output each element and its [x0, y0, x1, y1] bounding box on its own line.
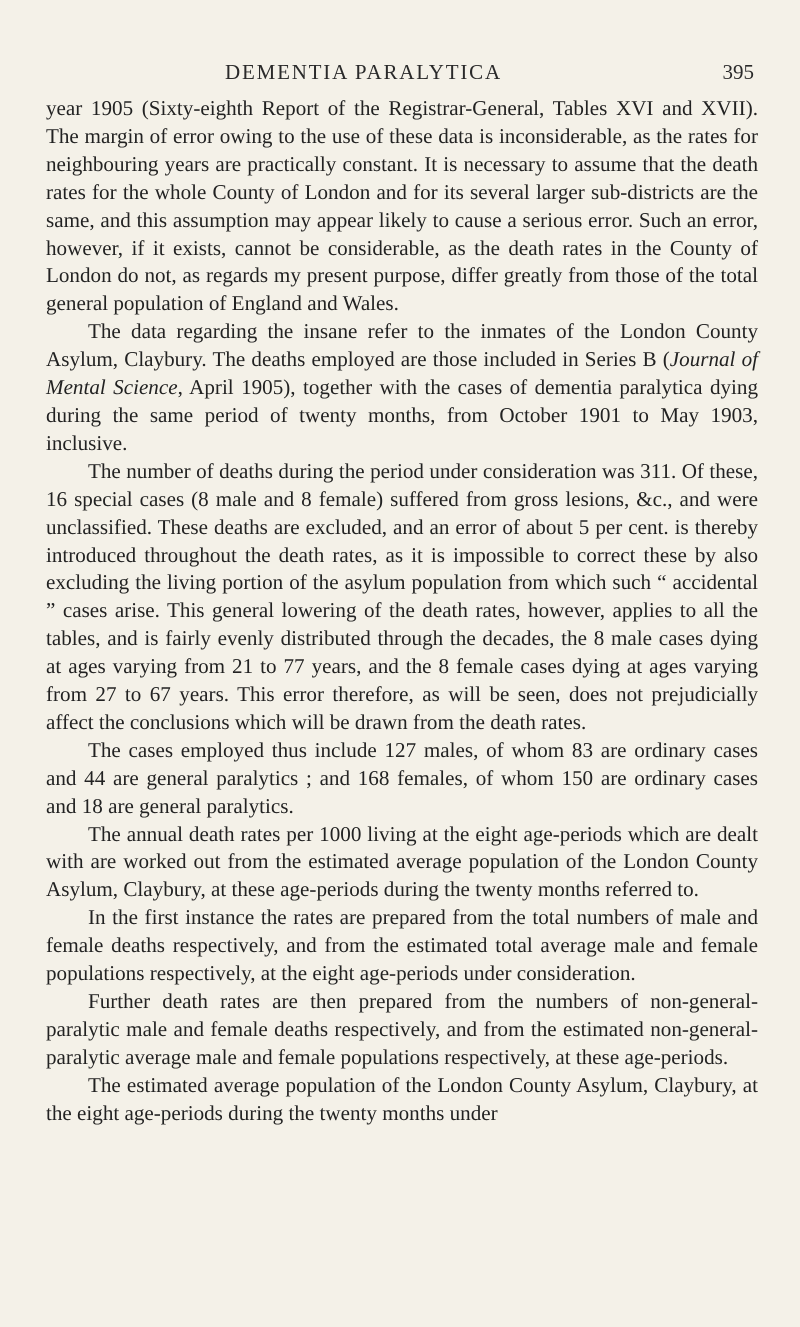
running-title: DEMENTIA PARALYTICA — [225, 60, 502, 84]
running-head — [0, 60, 800, 92]
body-text — [46, 95, 758, 1128]
paragraph-cases-employed: The cases employed thus include 127 males, of whom 83 are ordinary cases and 44 are general paralytics ; and 168 females, of whom 150 are ordinary cases and 18 are general paralytics. — [46, 737, 758, 818]
page-number: 395 — [722, 60, 754, 84]
paragraph-estimated-population: The estimated average population of the London County Asylum, Claybury, at the eight age-periods during the twenty months under — [46, 1072, 758, 1125]
paragraph-first-instance: In the first instance the rates are prepared from the total numbers of male and female deaths respectively, and from the estimated total average male and female populations respectively, at the eight age-periods under consideration. — [46, 905, 758, 986]
paragraph-deaths-number: The number of deaths during the period under consideration was 311. Of these, 16 special cases (8 male and 8 female) suffered from gross lesions, &c., and were unclassified. These deaths are excluded, and an error of about 5 per cent. is thereby introduced throughout the death rates, as it is impossible to correct these by also excluding the living portion of the asylum population from which such “ accidental ” cases arise. This general lowering of the death rates, however, applies to all the tables, and is fairly evenly distributed through the decades, the 8 male cases dying at ages varying from 21 to 77 years, and the 8 female cases dying at ages varying from 27 to 67 years. This error therefore, as will be seen, does not prejudicially affect the conclusions which will be drawn from the death rates. — [46, 458, 758, 734]
paragraph-further-death-rates: Further death rates are then prepared from the numbers of non-general-paralytic male and female deaths respectively, and from the estimated non-general-paralytic average male and female populations respectively, at these age-periods. — [46, 989, 758, 1069]
paragraph-text-after-citation: , April 1905), together with the cases of dementia paralytica dying during the same period of twenty months, from October 1901 to May 1903, inclusive. — [46, 375, 758, 455]
journal-title: Journal of Mental Science — [46, 347, 758, 400]
paragraph-text-before-citation: The data regarding the insane refer to the inmates of the London County Asylum, Claybury. The deaths employed are those included in Series B ( — [46, 319, 758, 372]
paragraph-continuation: year 1905 (Sixty-eighth Report of the Registrar-General, Tables XVI and XVII). The margin of error owing to the use of these data is inconsiderable, as the rates for neighbouring years are practically constant. It is necessary to assume that the death rates for the whole County of London and for its several larger sub-districts are the same, and this assumption may appear likely to cause a serious error. Such an error, however, if it exists, cannot be considerable, as the death rates in the County of London do not, as regards my present purpose, differ greatly from those of the total general population of England and Wales. — [46, 96, 758, 316]
paragraph-data-sources — [46, 318, 758, 458]
paragraph-annual-death-rates: The annual death rates per 1000 living at the eight age-periods which are dealt with are worked out from the estimated average population of the London County Asylum, Claybury, at these age-periods during the twenty months referred to. — [46, 821, 758, 902]
